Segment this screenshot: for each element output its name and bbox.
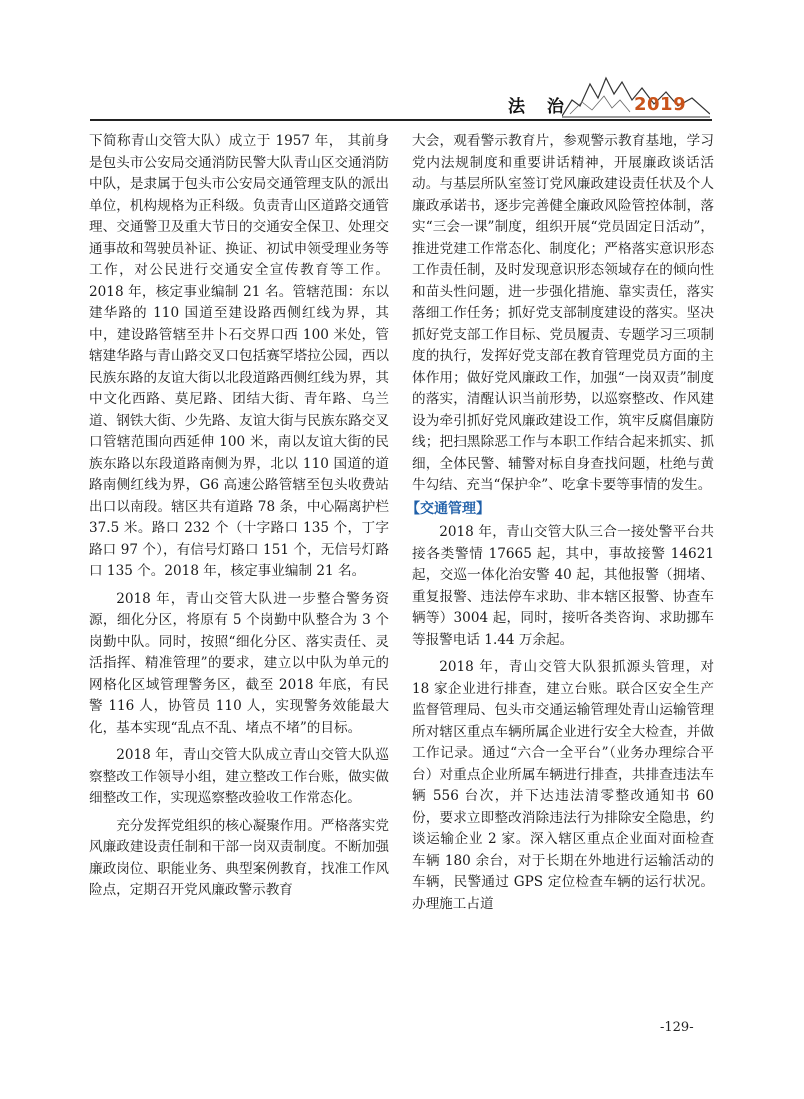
section-heading: 【交通管理】: [406, 500, 490, 517]
paragraph: 2018 年，青山交管大队三合一接处警平台共接各类警情 17665 起，其中，事故接警 14621 起，交巡一体化治安警 40 起，其他报警（拥堵、重复报警、违法停车求助、非本辖区报警、协查车辆等）3004 起，同时，接听各类咨询、求助挪车等报警电话 1.44 万余起。: [412, 524, 714, 648]
paragraph: 2018 年，青山交管大队成立青山交管大队巡察整改工作领导小组，建立整改工作台账，做实做细整改工作，实现巡察整改验收工作常态化。: [89, 747, 389, 806]
header-rule: [90, 119, 712, 121]
right-column: [406, 131, 714, 915]
page-header: [0, 0, 804, 118]
paragraph: 2018 年，青山交管大队狠抓源头管理，对 18 家企业进行排查，建立台账。联合区安全生产监督管理局、包头市交通运输管理处青山运输管理所对辖区重点车辆所属企业进行安全大检查，并做工作记录。通过“六合一全平台”（业务办理综合平台）对重点企业所属车辆进行排查，共排查违法车辆 556 台次，并下达违法清零整改通知书 60 份，要求立即整改消除违法行为排除安全隐患，约谈运输企业 2 家。深入辖区重点企业面对面检查车辆 180 余台，对于长期在外地进行运输活动的车辆，民警通过 GPS 定位检查车辆的运行状况。办理施工占道: [412, 659, 714, 912]
page-number: -129-: [660, 1020, 694, 1035]
header-title: 法 治: [508, 97, 572, 117]
paragraph: 充分发挥党组织的核心凝聚作用。严格落实党风廉政建设责任制和干部一岗双责制度。不断加强廉政岗位、职能业务、典型案例教育，找准工作风险点，定期召开党风廉政警示教育: [89, 817, 389, 898]
paragraph: 下简称青山交管大队）成立于 1957 年， 其前身是包头市公安局交通消防民警大队青山区交通消防中队，是隶属于包头市公安局交通管理支队的派出单位，机构规格为正科级。负责青山区道路交通管理、交通警卫及重大节日的交通安全保卫、处理交通事故和驾驶员补证、换证、初试申领受理业务等工作，对公民进行交通安全宣传教育等工作。2018 年，核定事业编制 21 名。管辖范围：东以建华路的 110 国道至建设路西侧红线为界，其中，建设路管辖至井卜石交界口西 100 米处，管辖建华路与青山路交叉口包括赛罕塔拉公园，西以民族东路的友谊大街以北段道路西侧红线为界，其中文化西路、莫尼路、团结大街、青年路、乌兰道、钢铁大街、少先路、友谊大街与民族东路交叉口管辖范围向西延伸 100 米，南以友谊大街的民族东路以东段道路南侧为界，北以 110 国道的道路南侧红线为界，G6 高速公路管辖至包头收费站出口以南段。辖区共有道路 78 条，中心隔离护栏 37.5 米。路口 232 个（十字路口 135 个，丁字路口 97 个），有信号灯路口 151 个，无信号灯路口 135 个。2018 年，核定事业编制 21 名。: [89, 133, 389, 579]
header-year: 2019: [634, 94, 687, 115]
paragraph: 2018 年，青山交管大队进一步整合警务资源，细化分区，将原有 5 个岗勤中队整合为 3 个岗勤中队。同时，按照“细化分区、落实责任、灵活指挥、精准管理”的要求，建立以中队为单元的网格化区域管理警务区，截至 2018 年底，有民警 116 人，协管员 110 人，实现警务效能最大化，基本实现“乱点不乱、堵点不堵”的目标。: [89, 590, 389, 736]
paragraph: 大会，观看警示教育片，参观警示教育基地，学习党内法规制度和重要讲话精神，开展廉政谈话活动。与基层所队室签订党风廉政建设责任状及个人廉政承诺书，逐步完善健全廉政风险管控体制，落实“三会一课”制度，组织开展“党员固定日活动”，推进党建工作常态化、制度化；严格落实意识形态工作责任制，及时发现意识形态领域存在的倾向性和苗头性问题，进一步强化措施、靠实责任，落实落细工作任务；抓好党支部制度建设的落实。坚决抓好党支部工作目标、党员履责、专题学习三项制度的执行，发挥好党支部在教育管理党员方面的主体作用；做好党风廉政工作，加强“一岗双责”制度的落实，清醒认识当前形势，以巡察整改、作风建设为牵引抓好党风廉政建设工作，筑牢反腐倡廉防线；把扫黑除恶工作与本职工作结合起来抓实、抓细，全体民警、辅警对标自身查找问题，杜绝与黄牛勾结、充当“保护伞”、吃拿卡要等事情的发生。: [412, 133, 714, 493]
left-column: [89, 131, 389, 902]
